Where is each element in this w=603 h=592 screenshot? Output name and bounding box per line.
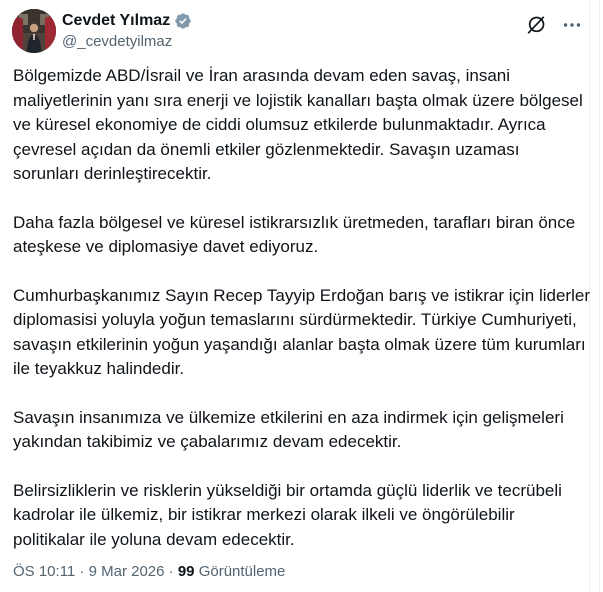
scrollbar-track-border [599,0,600,592]
views-label: Görüntüleme [198,563,286,580]
user-handle[interactable]: @_cevdetyilmaz [62,33,173,50]
grok-slash-circle-icon [526,15,546,35]
tweet-text [13,64,590,552]
tweet-meta [13,562,583,582]
verified-badge-icon [174,12,192,30]
tweet-header [12,9,591,55]
profile-avatar[interactable] [12,9,56,53]
header-actions [525,14,583,36]
meta-separator: · [168,563,174,580]
tweet-paragraph: Daha fazla bölgesel ve küresel istikrarsızlık üretmeden, tarafları biran önce ateşkese ve diplomasiye davet ediyoruz. [13,212,576,256]
views-count: 99 [177,563,195,580]
more-button[interactable] [561,14,583,36]
display-name[interactable]: Cevdet Yılmaz [62,12,171,29]
avatar-image [12,9,56,53]
ellipsis-icon [562,15,582,35]
timestamp: ÖS 10:11 · 9 Mar 2026 [13,563,165,580]
grok-button[interactable] [525,14,547,36]
tweet-paragraph: Belirsizliklerin ve risklerin yükseldiği bir ortamda güçlü liderlik ve tecrübeli kadrolar ile ülkemiz, bir istikrar merkezi olarak ilkeli ve öngörülebilir politikalar ile yoluna devam edecektir. [13,480,562,549]
tweet-paragraph: Cumhurbaşkanımız Sayın Recep Tayyip Erdoğan barış ve istikrar için liderler diplomasisi yoluyla yoğun temaslarını sürdürmektedir. Türkiye Cumhuriyeti, savaşın etkilerinin yoğun yaşandığı alanlar başta olmak üzere tüm kurumları ile teyakkuz halindedir. [13,285,590,378]
tweet-paragraph: Bölgemizde ABD/İsrail ve İran arasında devam eden savaş, insani maliyetlerinin yanı sıra enerji ve lojistik kanalları başta olmak üzere bölgesel ve küresel ekonomiye de ciddi olumsuz etkilerde bulunmaktadır. Ayrıca çevresel açıdan da önemli etkiler gözlenmektedir. Savaşın uzaması sorunları derinleştirecektir. [13,66,583,183]
user-names [62,11,192,52]
tweet-paragraph: Savaşın insanımıza ve ülkemize etkilerini en aza indirmek için gelişmeleri yakından takibimiz ve çabalarımız devam edecektir. [13,407,564,451]
